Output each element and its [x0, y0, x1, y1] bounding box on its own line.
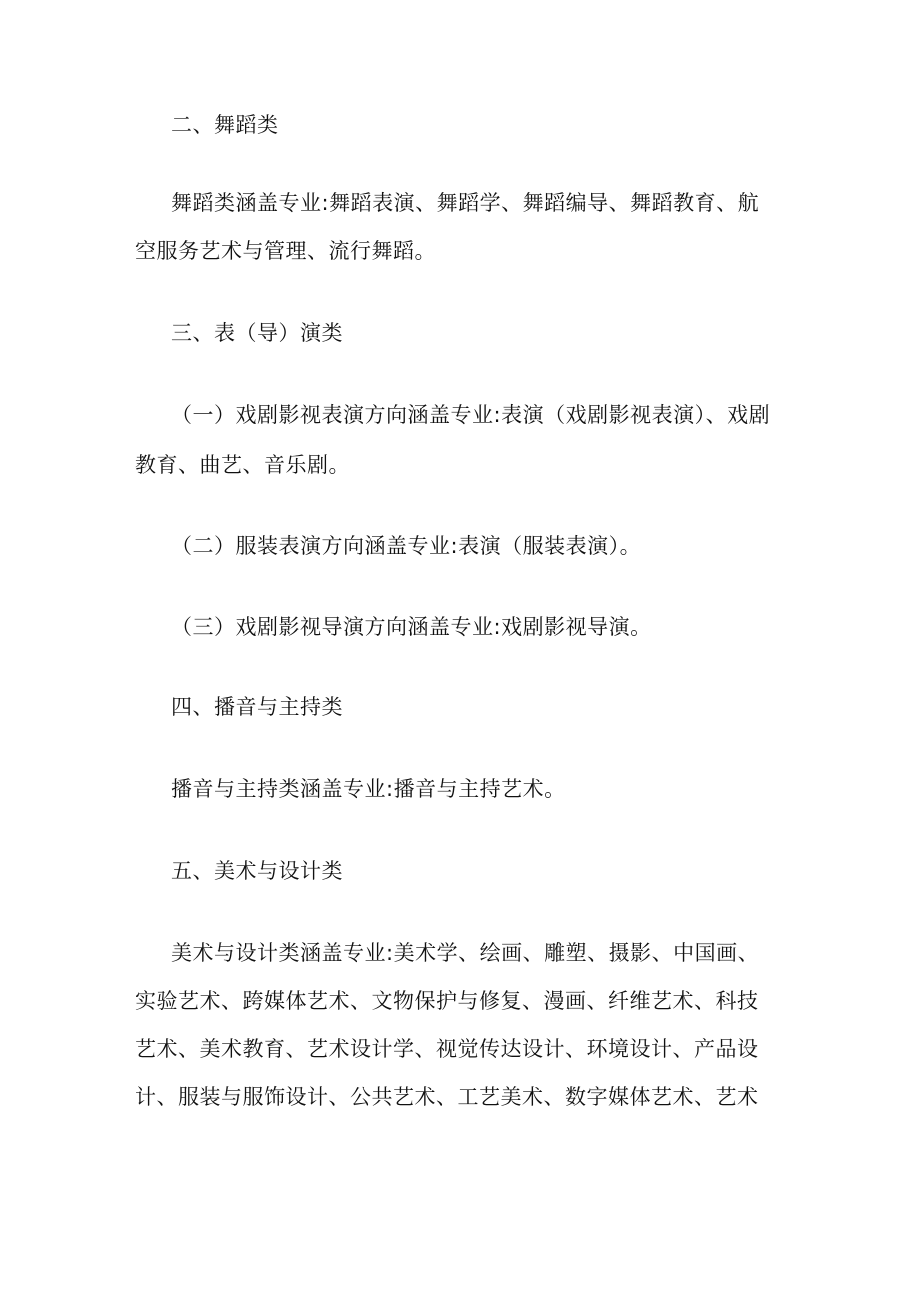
paragraph-line: （一）戏剧影视表演方向涵盖专业:表演（戏剧影视表演）、戏剧 — [171, 403, 771, 427]
section-heading-dance: 二、舞蹈类 — [171, 113, 279, 137]
paragraph-line: 实验艺术、跨媒体艺术、文物保护与修复、漫画、纤维艺术、科技 — [135, 989, 759, 1013]
paragraph-line: （二）服装表演方向涵盖专业:表演（服装表演）。 — [171, 534, 642, 558]
paragraph-line: 舞蹈类涵盖专业:舞蹈表演、舞蹈学、舞蹈编导、舞蹈教育、航 — [171, 191, 760, 215]
paragraph-line: 教育、曲艺、音乐剧。 — [135, 453, 350, 477]
paragraph-line: 空服务艺术与管理、流行舞蹈。 — [135, 239, 436, 263]
paragraph-line: 播音与主持类涵盖专业:播音与主持艺术。 — [171, 777, 566, 801]
paragraph-line: 艺术、美术教育、艺术设计学、视觉传达设计、环境设计、产品设 — [135, 1037, 759, 1061]
section-heading-art-design: 五、美术与设计类 — [171, 859, 343, 883]
paragraph-line: （三）戏剧影视导演方向涵盖专业:戏剧影视导演。 — [171, 615, 652, 639]
section-heading-performance: 三、表（导）演类 — [171, 321, 343, 345]
paragraph-line: 计、服装与服饰设计、公共艺术、工艺美术、数字媒体艺术、艺术 — [135, 1085, 759, 1109]
paragraph-line: 美术与设计类涵盖专业:美术学、绘画、雕塑、摄影、中国画、 — [171, 941, 760, 965]
section-heading-broadcasting: 四、播音与主持类 — [171, 695, 343, 719]
